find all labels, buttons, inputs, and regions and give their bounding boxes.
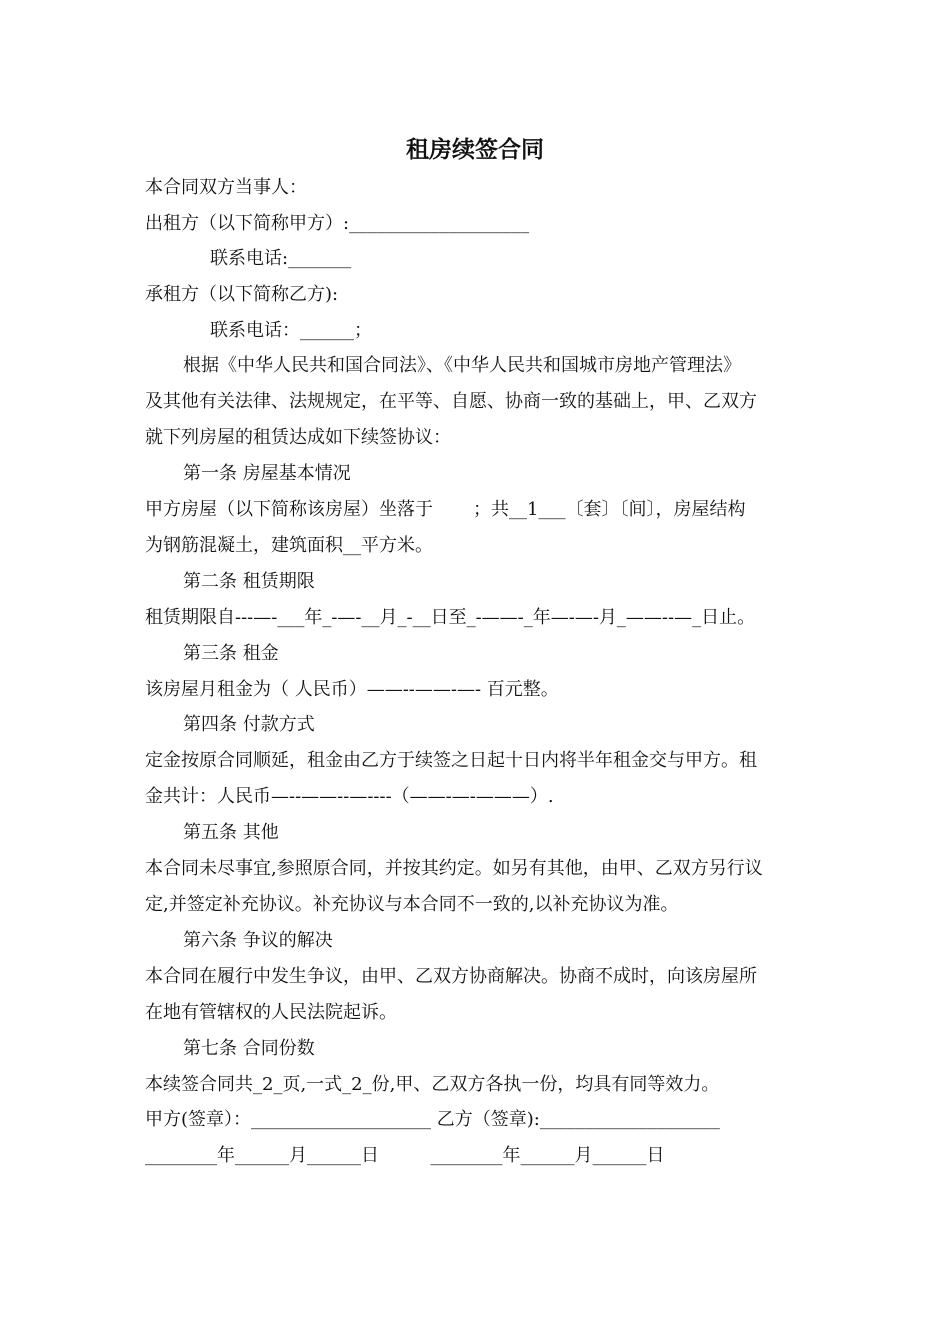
article-5-heading: 第五条 其他 bbox=[183, 822, 279, 843]
article-1-heading: 第一条 房屋基本情况 bbox=[183, 463, 351, 484]
date-line: ________年______月______日 ________年______月______日 bbox=[145, 1145, 665, 1166]
lessee-line: 承租方（以下简称乙方): bbox=[145, 284, 339, 305]
document-title: 租房续签合同 bbox=[406, 136, 544, 163]
article-4-line-2: 金共计：人民币—--——--—----（——-—-———）. bbox=[145, 786, 554, 807]
article-5-line-2: 定,并签定补充协议。补充协议与本合同不一致的,以补充协议为准。 bbox=[145, 894, 679, 915]
article-2-line-1: 租赁期限自---—-___年_-—-__月_-__日至_-——-_年—-—-月_——--—_日止。 bbox=[145, 607, 756, 628]
article-1-line-2: 为钢筋混凝土，建筑面积__平方米。 bbox=[145, 535, 433, 556]
lessee-phone-line: 联系电话：______； bbox=[210, 320, 372, 341]
preamble-line-3: 就下列房屋的租赁达成如下续签协议： bbox=[145, 427, 451, 448]
article-3-line-1: 该房屋月租金为（ 人民币）——--——-—- 百元整。 bbox=[145, 679, 559, 700]
article-5-line-1: 本合同未尽事宜,参照原合同，并按其约定。如另有其他，由甲、乙双方另行议 bbox=[145, 858, 763, 879]
article-2-heading: 第二条 租赁期限 bbox=[183, 571, 315, 592]
article-7-line-1: 本续签合同共_2_页,一式_2_份,甲、乙双方各执一份，均具有同等效力。 bbox=[145, 1074, 720, 1095]
article-1-line-1: 甲方房屋（以下简称该房屋）坐落于 ；共__1___〔套〕〔间〕，房屋结构 bbox=[145, 499, 746, 520]
article-4-heading: 第四条 付款方式 bbox=[183, 714, 315, 735]
article-3-heading: 第三条 租金 bbox=[183, 643, 279, 664]
article-7-heading: 第七条 合同份数 bbox=[183, 1038, 315, 1059]
article-6-heading: 第六条 争议的解决 bbox=[183, 930, 333, 951]
article-6-line-2: 在地有管辖权的人民法院起诉。 bbox=[145, 1002, 397, 1023]
preamble-line-1: 根据《中华人民共和国合同法》、《中华人民共和国城市房地产管理法》 bbox=[183, 355, 741, 376]
lessor-phone-line: 联系电话:_______ bbox=[210, 248, 352, 269]
parties-heading: 本合同双方当事人： bbox=[145, 177, 307, 198]
article-6-line-1: 本合同在履行中发生争议，由甲、乙双方协商解决。协商不成时，向该房屋所 bbox=[145, 966, 757, 987]
article-4-line-1: 定金按原合同顺延，租金由乙方于续签之日起十日内将半年租金交与甲方。租 bbox=[145, 750, 757, 771]
preamble-line-2: 及其他有关法律、法规规定，在平等、自愿、协商一致的基础上，甲、乙双方 bbox=[145, 391, 757, 412]
signature-line: 甲方(签章）：____________________ 乙方（签章):____________________ bbox=[145, 1109, 720, 1130]
lessor-line: 出租方（以下简称甲方）:____________________ bbox=[145, 213, 530, 234]
